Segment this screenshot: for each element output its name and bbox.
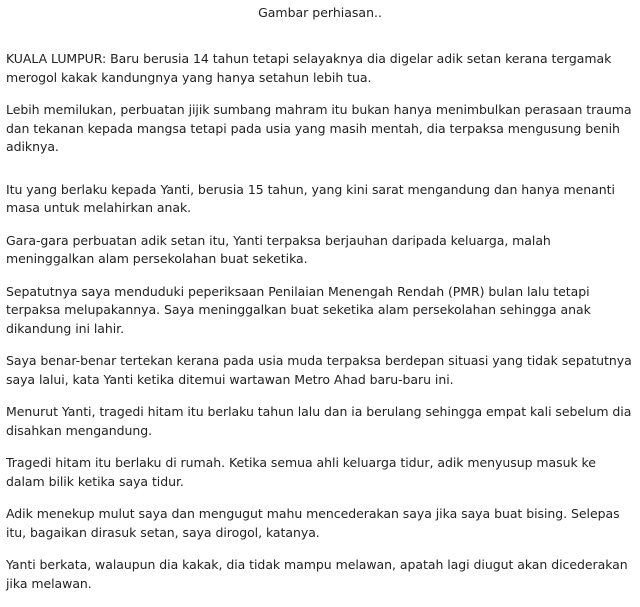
article-paragraph: Adik menekup mulut saya dan mengugut mahu mencederakan saya jika saya buat bising. Selepas itu, bagaikan dirasuk setan, saya dirogol, katanya. bbox=[6, 506, 620, 540]
article-paragraph: Lebih memilukan, perbuatan jijik sumbang mahram itu bukan hanya menimbulkan perasaan trauma dan tekanan kepada mangsa tetapi pada usia yang masih mentah, dia terpaksa mengusung benih adiknya. bbox=[6, 102, 632, 154]
article-paragraph: Gara-gara perbuatan adik setan itu, Yanti terpaksa berjauhan daripada keluarga, malah meninggalkan alam persekolahan buat seketika. bbox=[6, 232, 551, 266]
article-paragraph: Yanti berkata, walaupun dia kakak, dia tidak mampu melawan, apatah lagi diugut akan dicederakan jika melawan. bbox=[6, 557, 628, 591]
article-paragraph: Saya benar-benar tertekan kerana pada usia muda terpaksa berdepan situasi yang tidak sepatutnya saya lalui, kata Yanti ketika ditemui wartawan Metro Ahad baru-baru ini. bbox=[6, 353, 632, 387]
article-paragraph: Sepatutnya saya menduduki peperiksaan Penilaian Menengah Rendah (PMR) bulan lalu tetapi terpaksa melupakannya. Saya meninggalkan buat seketika alam persekolahan sehingga anak dikandung ini lahir. bbox=[6, 283, 591, 336]
image-caption: Gambar perhiasan.. bbox=[258, 5, 382, 20]
article-paragraph: Menurut Yanti, tragedi hitam itu berlaku tahun lalu dan ia berulang sehingga empat kali sebelum dia disahkan mengandung. bbox=[6, 404, 632, 438]
article-paragraph: KUALA LUMPUR: Baru berusia 14 tahun tetapi selayaknya dia digelar adik setan kerana tergamak merogol kakak kandungnya yang hanya setahun lebih tua. bbox=[6, 51, 612, 85]
article-body bbox=[6, 50, 638, 607]
article-paragraph: Tragedi hitam itu berlaku di rumah. Ketika semua ahli keluarga tidur, adik menyusup masuk ke dalam bilik ketika saya tidur. bbox=[6, 455, 596, 489]
article-paragraph: Itu yang berlaku kepada Yanti, berusia 15 tahun, yang kini sarat mengandung dan hanya menanti masa untuk melahirkan anak. bbox=[6, 181, 615, 215]
